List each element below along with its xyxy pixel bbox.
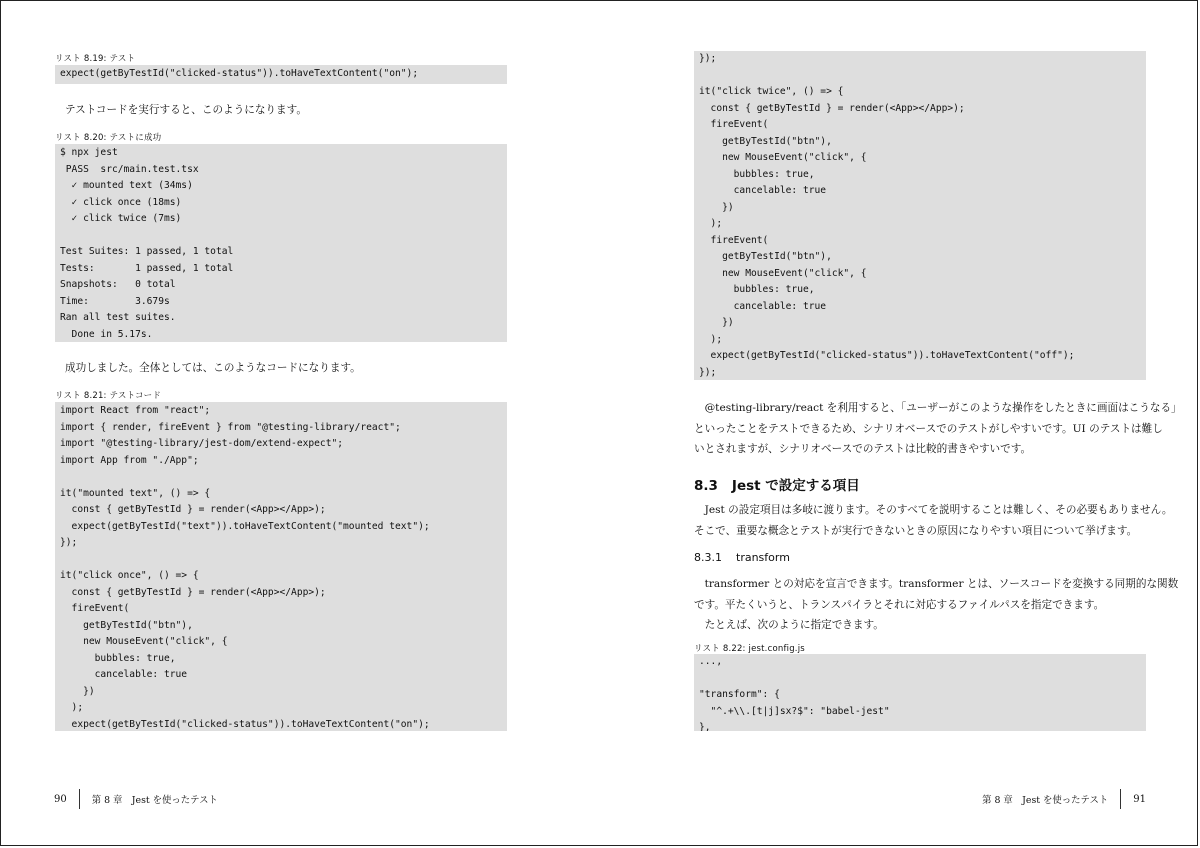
code-line: );: [60, 702, 84, 713]
code-line: expect(getByTestId("clicked-status")).toHaveTextContent("on");: [60, 718, 430, 730]
code-line: Tests: 1 passed, 1 total: [60, 262, 234, 274]
code-line: }): [699, 201, 734, 213]
code-line: bubbles: true,: [699, 168, 815, 180]
code-line: it("click twice", () => {: [699, 86, 844, 97]
left-page: [1, 1, 600, 847]
paragraph: [694, 500, 1172, 541]
page-footer-left: [54, 789, 218, 809]
code-line: new MouseEvent("click", {: [699, 267, 867, 279]
paragraph-line: いとされますが、シナリオベースでのテストは比較的書きやすいです。: [694, 443, 1032, 455]
listing-caption-8-19: リスト 8.19: テスト: [55, 54, 136, 64]
code-line: Ran all test suites.: [60, 312, 176, 323]
code-line: [60, 469, 507, 486]
code-line: "transform": {: [699, 689, 780, 700]
code-line: },: [699, 722, 711, 731]
paragraph: テストコードを実行すると、このようになります。: [65, 104, 307, 116]
footer-divider: [1120, 789, 1121, 809]
code-line: getByTestId("btn"),: [60, 619, 193, 631]
subsection-title: transform: [736, 551, 790, 564]
footer-divider: [79, 789, 80, 809]
code-line: import App from "./App";: [60, 454, 199, 466]
code-line: ...,: [699, 656, 723, 667]
paragraph-line: そこで、重要な概念とテストが実行できないときの原因になりやすい項目について挙げます。: [694, 524, 1138, 537]
code-line: }): [60, 685, 95, 697]
code-line: expect(getByTestId("clicked-status")).toHaveTextContent("on");: [60, 68, 419, 79]
code-line: fireEvent(: [699, 234, 769, 246]
code-line: PASS src/main.test.tsx: [60, 163, 199, 175]
code-line: cancelable: true: [699, 300, 827, 312]
code-line: [699, 671, 1146, 688]
code-line: fireEvent(: [60, 603, 130, 614]
subsection-heading: [694, 551, 790, 564]
code-line: [60, 552, 507, 569]
page-number: 90: [54, 793, 67, 805]
code-line: it("click once", () => {: [60, 570, 199, 581]
code-line: $ npx jest: [60, 147, 118, 158]
listing-caption-8-22: リスト 8.22: jest.config.js: [694, 644, 805, 654]
page-footer-right: [982, 789, 1146, 809]
code-line: ✓ click twice (7ms): [60, 213, 182, 224]
code-line: ✓ mounted text (34ms): [60, 180, 193, 191]
code-line: }): [699, 317, 734, 328]
code-line: getByTestId("btn"),: [699, 251, 832, 262]
paragraph: [694, 398, 1182, 460]
paragraph-line: Jest の設定項目は多岐に渡ります。そのすべてを説明することは難しく、その必要もありません。: [694, 504, 1173, 516]
code-line: Test Suites: 1 passed, 1 total: [60, 246, 234, 257]
code-line: ✓ click once (18ms): [60, 196, 182, 208]
code-line: Time: 3.679s: [60, 295, 170, 307]
code-line: fireEvent(: [699, 119, 769, 130]
code-line: });: [60, 537, 78, 548]
code-line: Done in 5.17s.: [60, 328, 153, 340]
paragraph-line: transformer との対応を宣言できます。transformer とは、ソースコードを変換する同期的な関数: [694, 578, 1179, 590]
code-line: import React from "react";: [60, 405, 211, 416]
code-block-8-21: [55, 402, 507, 731]
code-line: new MouseEvent("click", {: [60, 636, 228, 647]
subsection-number: 8.3.1: [694, 551, 722, 564]
paragraph-line: たとえば、次のように指定できます。: [694, 619, 884, 631]
code-line: const { getByTestId } = render(<App></App>);: [60, 586, 326, 598]
code-line: expect(getByTestId("text")).toHaveTextContent("mounted text");: [60, 520, 430, 532]
code-line: [60, 228, 507, 245]
code-line: import "@testing-library/jest-dom/extend-expect";: [60, 438, 344, 449]
code-line: );: [699, 333, 723, 345]
code-line: Snapshots: 0 total: [60, 279, 176, 290]
paragraph: [694, 574, 1178, 636]
code-line: });: [699, 366, 717, 378]
paragraph-line: といったことをテストできるため、シナリオベースでのテストがしやすいです。UI のテストは難し: [694, 422, 1163, 435]
paragraph-line: です。平たくいうと、トランスパイラとそれに対応するファイルパスを指定できます。: [694, 598, 1105, 611]
running-head: 第 8 章 Jest を使ったテスト: [982, 795, 1109, 806]
code-line: });: [699, 53, 717, 64]
code-line: import { render, fireEvent } from "@testing-library/react";: [60, 421, 401, 433]
code-line: "^.+\\.[t|j]sx?$": "babel-jest": [699, 705, 890, 717]
code-line: const { getByTestId } = render(<App></App>);: [699, 102, 965, 114]
section-number: 8.3: [694, 478, 718, 494]
running-head: 第 8 章 Jest を使ったテスト: [91, 795, 218, 806]
code-line: [699, 68, 1146, 85]
listing-caption-8-20: リスト 8.20: テストに成功: [55, 133, 162, 143]
code-block-8-22: [694, 654, 1146, 731]
section-title: Jest で設定する項目: [731, 478, 860, 494]
code-line: new MouseEvent("click", {: [699, 152, 867, 163]
listing-caption-8-21: リスト 8.21: テストコード: [55, 391, 162, 401]
code-line: bubbles: true,: [699, 284, 815, 295]
code-line: it("mounted text", () => {: [60, 487, 211, 499]
paragraph: 成功しました。全体としては、このようなコードになります。: [65, 362, 361, 374]
code-line: );: [699, 218, 723, 229]
code-line: expect(getByTestId("clicked-status")).toHaveTextContent("off");: [699, 350, 1075, 361]
code-line: getByTestId("btn"),: [699, 135, 832, 147]
code-block-8-20: [55, 144, 507, 342]
code-line: cancelable: true: [60, 669, 188, 680]
right-page: [600, 1, 1199, 847]
code-line: const { getByTestId } = render(<App></App>);: [60, 504, 326, 515]
section-heading: [694, 474, 860, 494]
code-line: cancelable: true: [699, 185, 827, 196]
code-block-8-19: [55, 65, 507, 84]
code-line: bubbles: true,: [60, 652, 176, 664]
paragraph-line: @testing-library/react を利用すると、「ユーザーがこのような操作をしたときに画面はこうなる」: [694, 402, 1182, 414]
code-block-8-21-continued: [694, 51, 1146, 380]
page-number: 91: [1133, 793, 1146, 805]
